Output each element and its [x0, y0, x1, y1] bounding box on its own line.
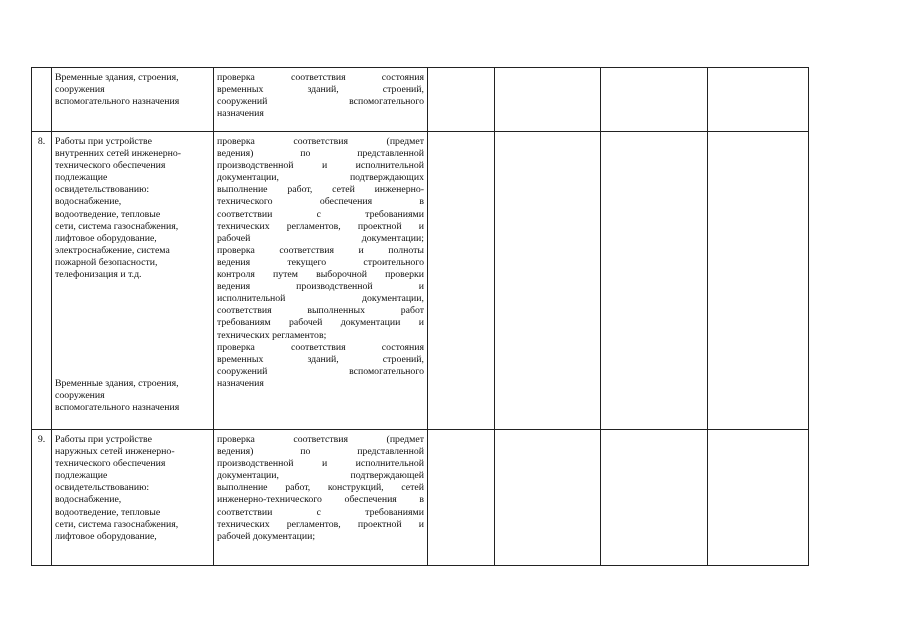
text-line: производственной и исполнительной — [217, 458, 424, 470]
text-line: водоснабжение, — [55, 196, 122, 208]
text-line: соответствии с требованиями — [217, 506, 424, 518]
empty-cell — [495, 132, 601, 430]
text-line: сооружений вспомогательного — [217, 96, 424, 108]
text-line: контроля путем выборочной проверки — [217, 269, 424, 281]
text-line: подлежащие — [55, 470, 108, 482]
text-line: соответствия выполненных работ — [217, 305, 424, 317]
text-line: требованиям рабочей документации и — [217, 317, 424, 329]
text-line: проверка соответствия (предмет — [217, 434, 424, 445]
text-line: соответствии с требованиями — [217, 208, 424, 220]
empty-cell — [428, 430, 495, 566]
text-line: водоотведение, тепловые — [55, 208, 161, 220]
text-line: сооружений вспомогательного — [217, 365, 424, 377]
text-line: лифтовое оборудование, — [55, 530, 157, 542]
empty-cell — [428, 132, 495, 430]
text-line: подлежащие — [55, 172, 108, 184]
text-line: сооружения — [55, 390, 105, 402]
text-line: проверка соответствия (предмет — [217, 136, 424, 147]
text-line: назначения — [217, 108, 264, 120]
text-line: инженерно-технического обеспечения в — [217, 494, 424, 506]
text-line: документации, подтверждающих — [217, 172, 424, 184]
empty-cell — [601, 132, 708, 430]
text-line: телефонизация и т.д. — [55, 269, 142, 281]
text-line: Работы при устройстве — [55, 434, 152, 445]
text-line: сети, система газоснабжения, — [55, 220, 179, 232]
text-line: выполнение работ, сетей инженерно- — [217, 184, 424, 196]
empty-cell — [495, 430, 601, 566]
text-line: ведения текущего строительного — [217, 256, 424, 268]
text-line: исполнительной документации, — [217, 293, 424, 305]
work-cell — [52, 68, 214, 132]
text-line: вспомогательного назначения — [55, 402, 180, 414]
empty-cell — [601, 68, 708, 132]
text-line: производственной и исполнительной — [217, 160, 424, 172]
text-line: пожарной безопасности, — [55, 256, 158, 268]
text-line: ведения) по представленной — [217, 446, 424, 458]
text-line: документации, подтверждающей — [217, 470, 424, 482]
text-line: временных зданий, строений, — [217, 353, 424, 365]
text-line: электроснабжение, система — [55, 244, 170, 256]
table-body — [32, 68, 809, 566]
check-cell — [214, 132, 428, 430]
work-cell — [52, 430, 214, 566]
text-line: ведения производственной и — [217, 281, 424, 293]
text-line: наружных сетей инженерно- — [55, 446, 175, 458]
text-line: технических регламентов, проектной и — [217, 220, 424, 232]
text-line: технических регламентов; — [217, 329, 327, 341]
text-line: временных зданий, строений, — [217, 84, 424, 96]
row-number — [32, 68, 52, 132]
text-line: Работы при устройстве — [55, 136, 152, 147]
text-line: проверка соответствия и полноты — [217, 244, 424, 256]
empty-cell — [708, 132, 809, 430]
text-line: выполнение работ, конструкций, сетей — [217, 482, 424, 494]
empty-cell — [428, 68, 495, 132]
row-number: 9. — [32, 430, 52, 566]
text-line: технического обеспечения — [55, 160, 166, 172]
table-row — [32, 430, 809, 566]
text-line: технических регламентов, проектной и — [217, 518, 424, 530]
work-cell — [52, 132, 214, 430]
text-line: освидетельствованию: — [55, 482, 150, 494]
row-number: 8. — [32, 132, 52, 430]
empty-cell — [601, 430, 708, 566]
table-row — [32, 132, 809, 430]
empty-cell — [495, 68, 601, 132]
text-line: рабочей документации; — [217, 530, 316, 542]
text-line: водоснабжение, — [55, 494, 122, 506]
inspection-table — [31, 67, 809, 566]
text-line: лифтовое оборудование, — [55, 232, 157, 244]
text-line: сети, система газоснабжения, — [55, 518, 179, 530]
text-line: сооружения — [55, 84, 105, 96]
text-line: проверка соответствия состояния — [217, 72, 424, 83]
text-line: технического обеспечения — [55, 458, 166, 470]
text-line: назначения — [217, 377, 264, 389]
empty-cell — [708, 430, 809, 566]
text-line: водоотведение, тепловые — [55, 506, 161, 518]
check-cell — [214, 430, 428, 566]
text-line: внутренних сетей инженерно- — [55, 148, 181, 160]
block-gap — [55, 281, 210, 378]
text-line: технического обеспечения в — [217, 196, 424, 208]
empty-cell — [708, 68, 809, 132]
table-row — [32, 68, 809, 132]
text-line: вспомогательного назначения — [55, 96, 180, 108]
text-line: Временные здания, строения, — [55, 72, 179, 83]
text-line: проверка соответствия состояния — [217, 341, 424, 353]
text-line: ведения) по представленной — [217, 148, 424, 160]
text-line: Временные здания, строения, — [55, 377, 179, 389]
text-line: рабочей документации; — [217, 232, 424, 244]
check-cell — [214, 68, 428, 132]
text-line: освидетельствованию: — [55, 184, 150, 196]
